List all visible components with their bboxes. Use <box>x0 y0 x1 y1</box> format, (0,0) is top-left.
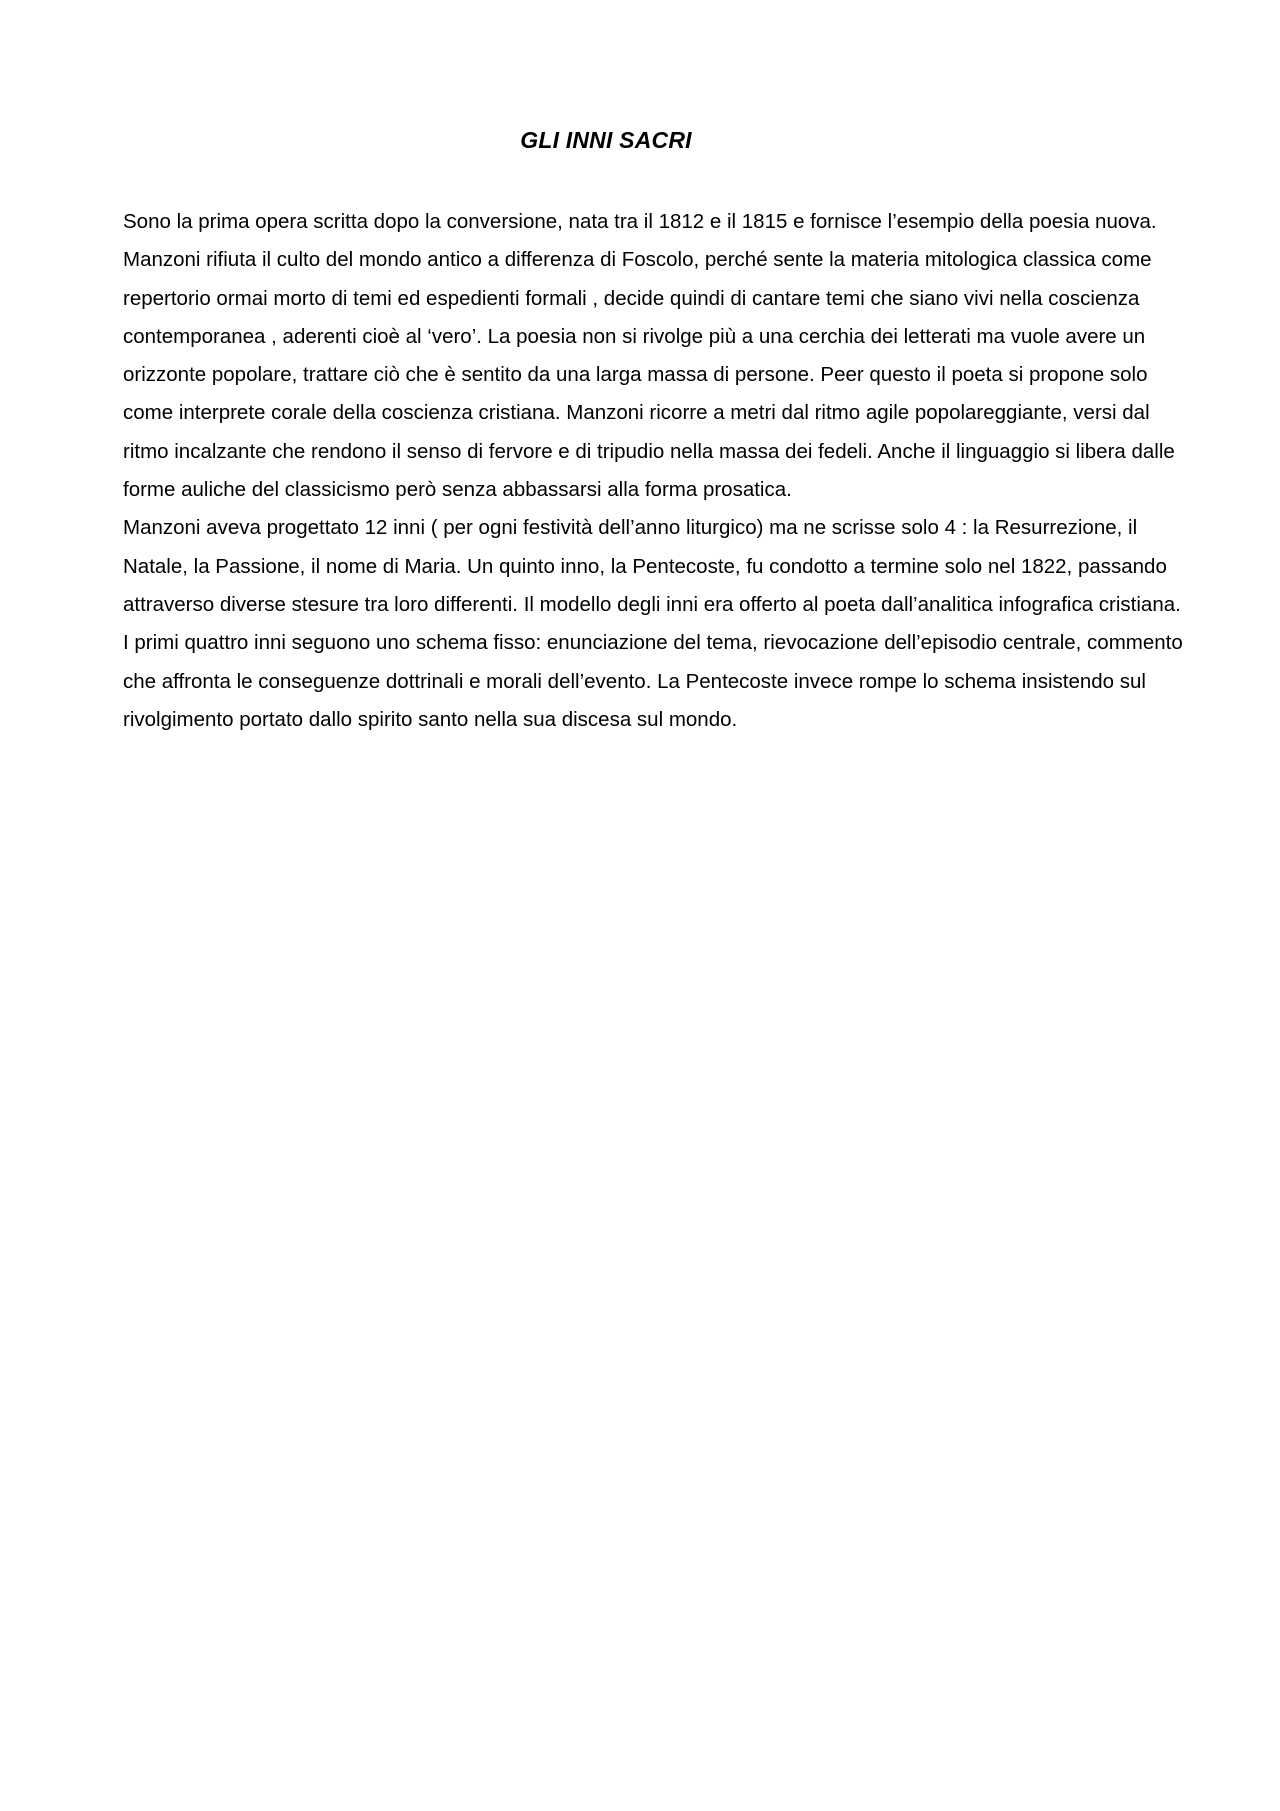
document-title: GLI INNI SACRI <box>520 127 692 153</box>
paragraph-intro: Sono la prima opera scritta dopo la conversione, nata tra il 1812 e il 1815 e fornisce l’esempio della poesia nuova. Manzoni rifiuta il culto del mondo antico a differenza di Foscolo, perché sente la materia mitologica classica come repertorio ormai morto di temi ed espedienti formali , decide quindi di cantare temi che siano vivi nella coscienza contemporanea , aderenti cioè al ‘vero’. La poesia non si rivolge più a una cerchia dei letterati ma vuole avere un orizzonte popolare, trattare ciò che è sentito da una larga massa di persone. Peer questo il poeta si propone solo come interprete corale della coscienza cristiana. Manzoni ricorre a metri dal ritmo agile popolareggiante, versi dal ritmo incalzante che rendono il senso di fervore e di tripudio nella massa dei fedeli. Anche il linguaggio si libera dalle forme auliche del classicismo però senza abbassarsi alla forma prosatica. <box>123 210 1175 502</box>
document-body <box>123 203 1183 739</box>
paragraph-hymns: Manzoni aveva progettato 12 inni ( per ogni festività dell’anno liturgico) ma ne scrisse solo 4 : la Resurrezione, il Natale, la Passione, il nome di Maria. Un quinto inno, la Pentecoste, fu condotto a termine solo nel 1822, passando attraverso diverse stesure tra loro differenti. Il modello degli inni era offerto al poeta dall’analitica infografica cristiana. I primi quattro inni seguono uno schema fisso: enunciazione del tema, rievocazione dell’episodio centrale, commento che affronta le conseguenze dottrinali e morali dell’evento. La Pentecoste invece rompe lo schema insistendo sul rivolgimento portato dallo spirito santo nella sua discesa sul mondo. <box>123 516 1183 731</box>
